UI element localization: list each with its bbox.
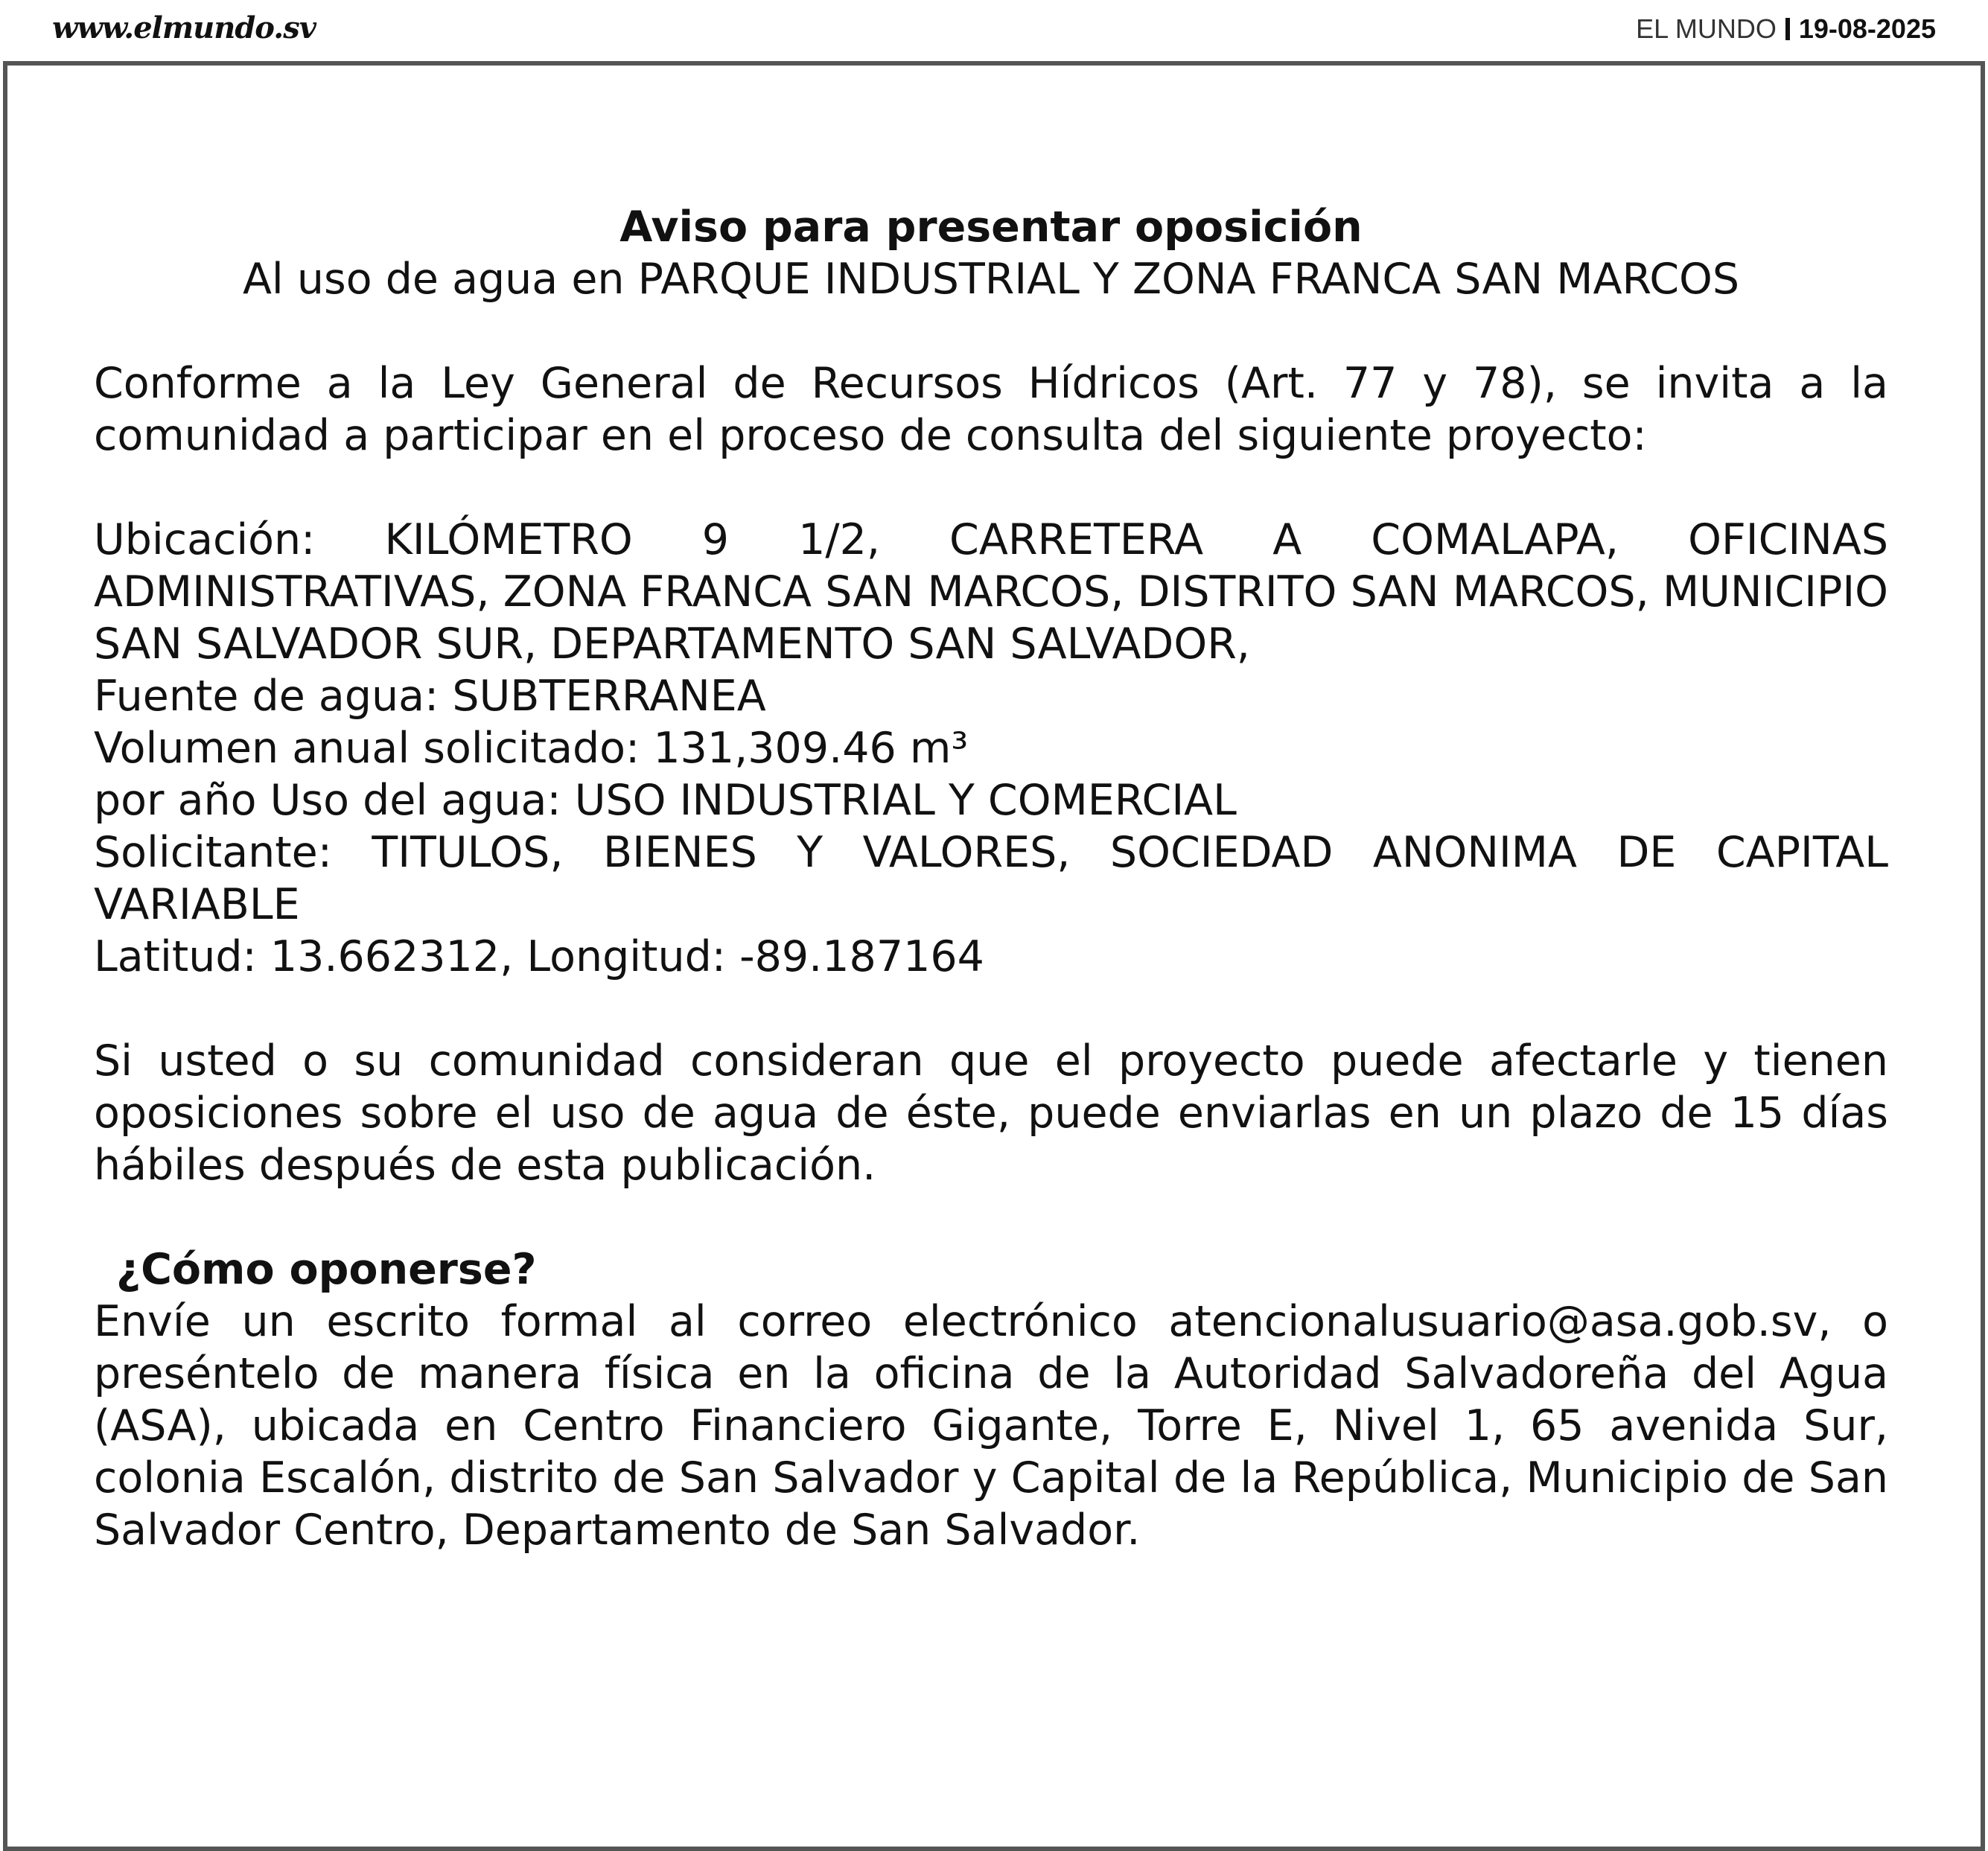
how-to-oppose-heading: ¿Cómo oponerse?	[116, 1245, 537, 1294]
intro-paragraph: Conforme a la Ley General de Recursos Hídricos (Art. 77 y 78), se invita a la comunidad a participar en el proceso de consulta del siguiente proyecto:	[94, 359, 1888, 460]
spacer	[94, 1191, 1888, 1243]
separator-bar	[1785, 18, 1790, 40]
how-to-oppose-text: Envíe un escrito formal al correo electrónico atencionalusuario@asa.gob.sv, o preséntelo de manera física en la oficina de la Autoridad Salvadoreña del Agua (ASA), ubicada en Centro Financiero Gigante, Torre E, Nivel 1, 65 avenida Sur, colonia Escalón, distrito de San Salvador y Capital de la República, Municipio de San Salvador Centro, Departamento de San Salvador.	[94, 1297, 1888, 1555]
publication-name: EL MUNDO	[1636, 13, 1777, 44]
edition-info	[1636, 13, 1936, 45]
spacer	[94, 305, 1888, 357]
opposition-paragraph: Si usted o su comunidad consideran que el proyecto puede afectarle y tienen oposiciones sobre el uso de agua de éste, puede enviarlas en un plazo de 15 días hábiles después de esta publicación.	[94, 1036, 1888, 1190]
publication-date: 19-08-2025	[1798, 13, 1936, 44]
project-location: Ubicación: KILÓMETRO 9 1/2, CARRETERA A COMALAPA, OFICINAS ADMINISTRATIVAS, ZONA FRANCA SAN MARCOS, DISTRITO SAN MARCOS, MUNICIPIO SAN SALVADOR SUR, DEPARTAMENTO SAN SALVADOR,	[94, 515, 1888, 669]
site-url: www.elmundo.sv	[52, 10, 316, 45]
applicant: Solicitante: TITULOS, BIENES Y VALORES, SOCIEDAD ANONIMA DE CAPITAL VARIABLE	[94, 828, 1888, 929]
water-source: Fuente de agua: SUBTERRANEA	[94, 672, 766, 721]
spacer	[94, 983, 1888, 1035]
spacer	[94, 462, 1888, 514]
water-use: por año Uso del agua: USO INDUSTRIAL Y COMERCIAL	[94, 776, 1237, 825]
coordinates: Latitud: 13.662312, Longitud: -89.187164	[94, 932, 984, 981]
newspaper-masthead	[0, 0, 1988, 61]
notice-title: Aviso para presentar oposición	[619, 203, 1363, 252]
notice-body	[94, 201, 1888, 1556]
annual-volume: Volumen anual solicitado: 131,309.46 m³	[94, 724, 969, 773]
notice-subtitle: Al uso de agua en PARQUE INDUSTRIAL Y ZONA FRANCA SAN MARCOS	[242, 255, 1740, 304]
